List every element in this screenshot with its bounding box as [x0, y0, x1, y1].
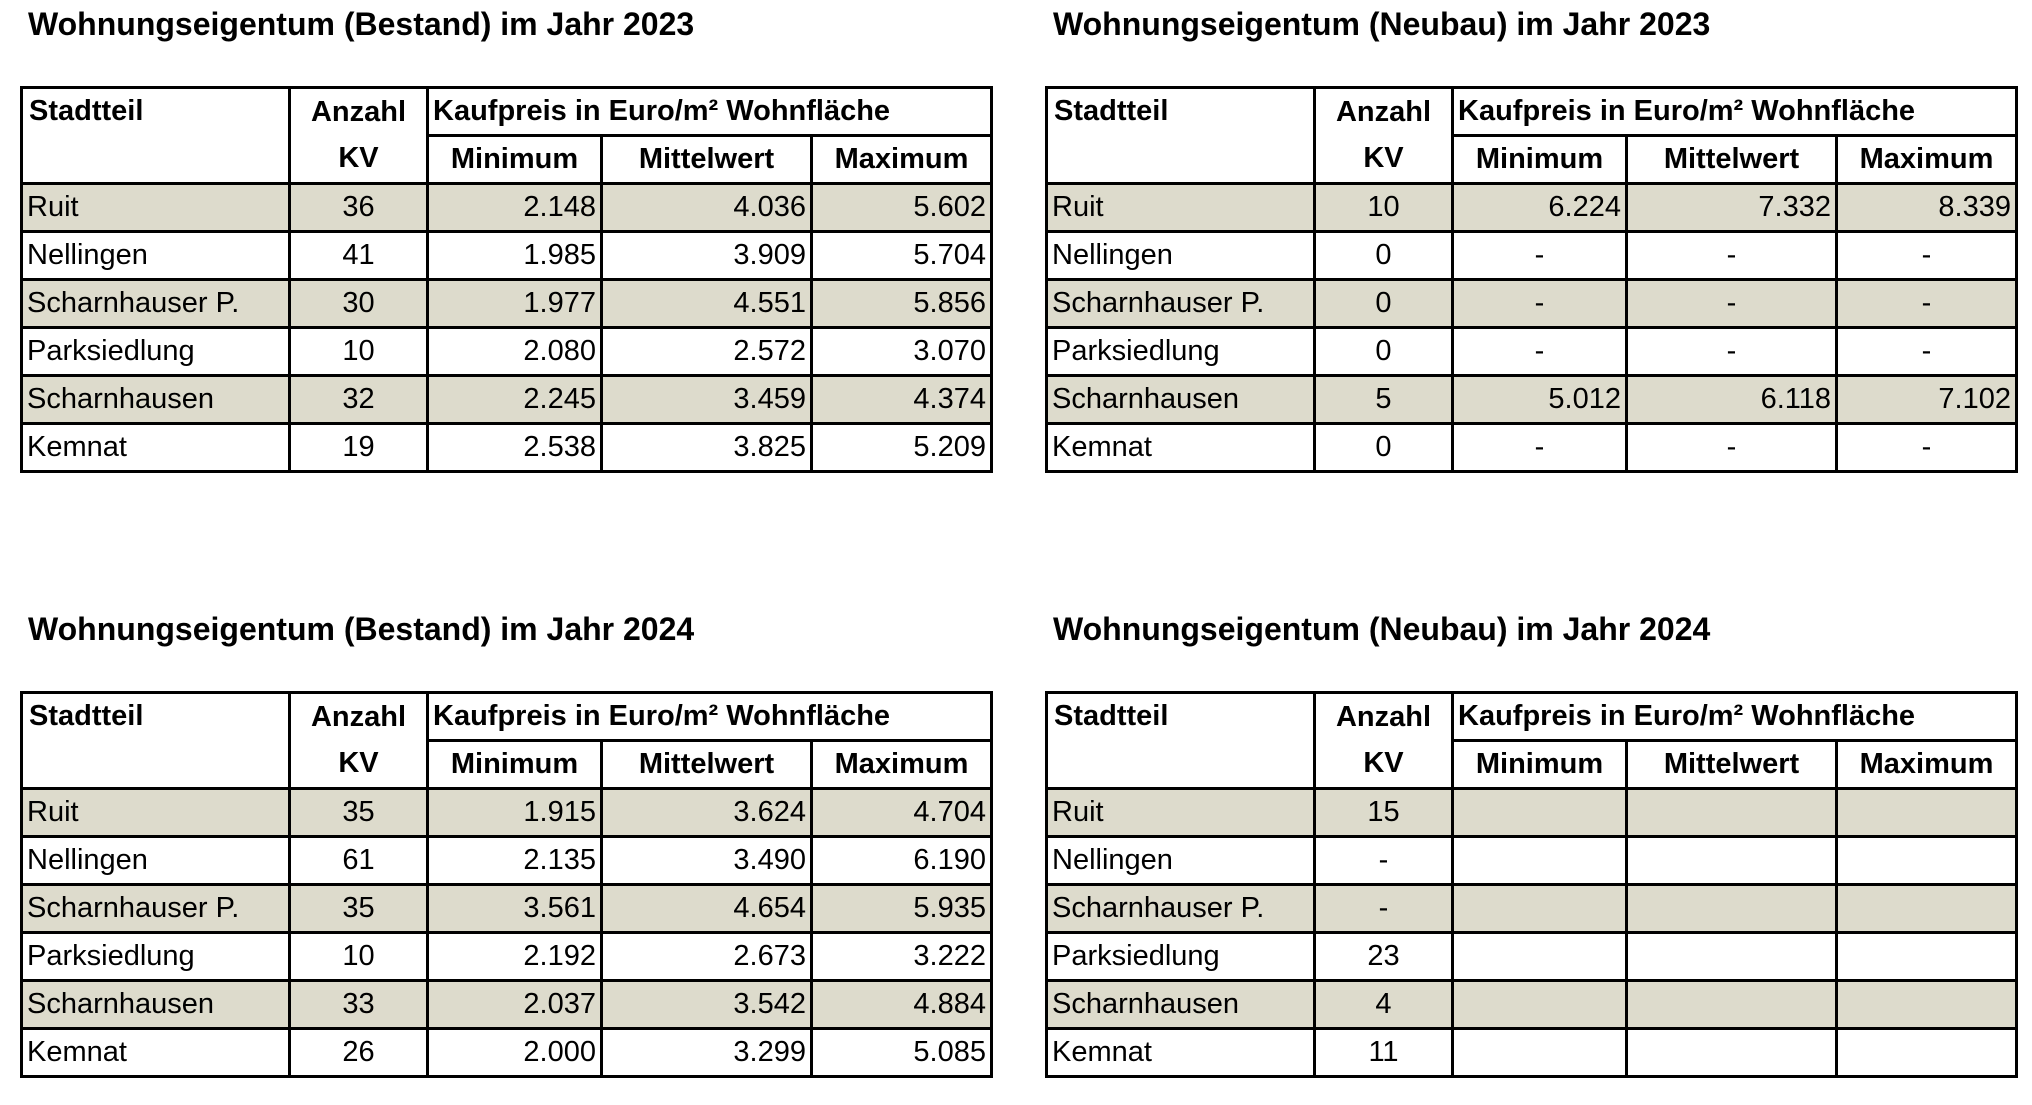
- cell-maximum: 5.209: [812, 424, 992, 472]
- table-row: [1047, 981, 2017, 1029]
- cell-district: Scharnhauser P.: [1047, 885, 1315, 933]
- table-title: Wohnungseigentum (Neubau) im Jahr 2023: [1053, 6, 1711, 42]
- cell-district: Ruit: [22, 184, 290, 232]
- cell-maximum: 5.704: [812, 232, 992, 280]
- header-price-group: Kaufpreis in Euro/m² Wohnfläche: [428, 693, 992, 741]
- cell-count: 35: [290, 789, 428, 837]
- table-row: [1047, 328, 2017, 376]
- cell-count: 10: [1315, 184, 1453, 232]
- header-maximum: Maximum: [1837, 136, 2017, 184]
- table-row: [1047, 184, 2017, 232]
- cell-count: 35: [290, 885, 428, 933]
- header-mean: Mittelwert: [602, 136, 812, 184]
- cell-district: Nellingen: [22, 232, 290, 280]
- cell-district: Scharnhauser P.: [22, 885, 290, 933]
- cell-maximum: 4.884: [812, 981, 992, 1029]
- cell-mean: [1627, 789, 1837, 837]
- table-row: [1047, 1029, 2017, 1077]
- cell-district: Ruit: [1047, 789, 1315, 837]
- cell-maximum: [1837, 885, 2017, 933]
- cell-count: 36: [290, 184, 428, 232]
- cell-mean: [1627, 933, 1837, 981]
- cell-district: Kemnat: [1047, 1029, 1315, 1077]
- cell-district: Nellingen: [22, 837, 290, 885]
- cell-mean: [1627, 837, 1837, 885]
- header-count-line1: Anzahl: [1315, 693, 1453, 741]
- cell-maximum: 4.374: [812, 376, 992, 424]
- price-table: [1045, 691, 2018, 1078]
- cell-mean: -: [1627, 280, 1837, 328]
- cell-maximum: 8.339: [1837, 184, 2017, 232]
- header-row-1: [1047, 88, 2017, 136]
- cell-mean: 3.542: [602, 981, 812, 1029]
- cell-maximum: 3.070: [812, 328, 992, 376]
- cell-minimum: -: [1453, 424, 1627, 472]
- header-price-group: Kaufpreis in Euro/m² Wohnfläche: [1453, 693, 2017, 741]
- cell-count: 30: [290, 280, 428, 328]
- header-price-group: Kaufpreis in Euro/m² Wohnfläche: [428, 88, 992, 136]
- header-maximum: Maximum: [1837, 741, 2017, 789]
- cell-count: 26: [290, 1029, 428, 1077]
- table-row: [22, 933, 992, 981]
- cell-count: 41: [290, 232, 428, 280]
- cell-minimum: 2.080: [428, 328, 602, 376]
- cell-count: 0: [1315, 424, 1453, 472]
- table-row: [1047, 789, 2017, 837]
- cell-minimum: 2.538: [428, 424, 602, 472]
- header-count-line1: Anzahl: [290, 693, 428, 741]
- cell-mean: 6.118: [1627, 376, 1837, 424]
- cell-district: Ruit: [22, 789, 290, 837]
- cell-mean: [1627, 1029, 1837, 1077]
- cell-count: 15: [1315, 789, 1453, 837]
- header-price-group: Kaufpreis in Euro/m² Wohnfläche: [1453, 88, 2017, 136]
- cell-minimum: 3.561: [428, 885, 602, 933]
- cell-minimum: -: [1453, 232, 1627, 280]
- header-count-line2: KV: [1315, 741, 1453, 789]
- cell-district: Kemnat: [22, 424, 290, 472]
- header-mean: Mittelwert: [1627, 136, 1837, 184]
- header-minimum: Minimum: [1453, 741, 1627, 789]
- cell-maximum: 5.602: [812, 184, 992, 232]
- header-count-line1: Anzahl: [290, 88, 428, 136]
- table-row: [22, 184, 992, 232]
- header-count-line2: KV: [1315, 136, 1453, 184]
- cell-mean: 2.572: [602, 328, 812, 376]
- cell-maximum: [1837, 789, 2017, 837]
- cell-district: Scharnhausen: [1047, 376, 1315, 424]
- header-maximum: Maximum: [812, 136, 992, 184]
- cell-minimum: [1453, 933, 1627, 981]
- cell-maximum: -: [1837, 232, 2017, 280]
- cell-maximum: -: [1837, 424, 2017, 472]
- header-mean: Mittelwert: [602, 741, 812, 789]
- cell-minimum: 1.977: [428, 280, 602, 328]
- cell-minimum: 5.012: [1453, 376, 1627, 424]
- cell-district: Kemnat: [22, 1029, 290, 1077]
- cell-mean: -: [1627, 328, 1837, 376]
- cell-minimum: 1.985: [428, 232, 602, 280]
- cell-district: Ruit: [1047, 184, 1315, 232]
- cell-district: Scharnhauser P.: [22, 280, 290, 328]
- cell-minimum: [1453, 837, 1627, 885]
- cell-maximum: [1837, 933, 2017, 981]
- cell-count: 0: [1315, 232, 1453, 280]
- table-title: Wohnungseigentum (Bestand) im Jahr 2024: [28, 611, 695, 647]
- header-minimum: Minimum: [1453, 136, 1627, 184]
- header-count-line2: KV: [290, 741, 428, 789]
- header-mean: Mittelwert: [1627, 741, 1837, 789]
- table-row: [1047, 885, 2017, 933]
- cell-mean: 4.551: [602, 280, 812, 328]
- cell-mean: [1627, 981, 1837, 1029]
- cell-maximum: [1837, 837, 2017, 885]
- header-district: Stadtteil: [22, 88, 290, 184]
- cell-minimum: [1453, 885, 1627, 933]
- table-row: [22, 424, 992, 472]
- cell-count: 32: [290, 376, 428, 424]
- header-count-line2: KV: [290, 136, 428, 184]
- cell-minimum: 2.192: [428, 933, 602, 981]
- cell-count: 5: [1315, 376, 1453, 424]
- table-row: [22, 1029, 992, 1077]
- cell-maximum: 5.856: [812, 280, 992, 328]
- cell-maximum: 3.222: [812, 933, 992, 981]
- cell-minimum: 2.148: [428, 184, 602, 232]
- cell-district: Scharnhausen: [1047, 981, 1315, 1029]
- cell-count: 19: [290, 424, 428, 472]
- table-row: [1047, 837, 2017, 885]
- cell-count: 33: [290, 981, 428, 1029]
- cell-count: 4: [1315, 981, 1453, 1029]
- header-row-1: [22, 693, 992, 741]
- cell-count: 10: [290, 328, 428, 376]
- table-row: [22, 376, 992, 424]
- cell-mean: 3.624: [602, 789, 812, 837]
- cell-minimum: 2.245: [428, 376, 602, 424]
- table-row: [22, 232, 992, 280]
- cell-mean: 4.654: [602, 885, 812, 933]
- table-row: [1047, 232, 2017, 280]
- cell-mean: 7.332: [1627, 184, 1837, 232]
- table-row: [1047, 376, 2017, 424]
- cell-mean: 2.673: [602, 933, 812, 981]
- cell-count: 10: [290, 933, 428, 981]
- cell-minimum: -: [1453, 280, 1627, 328]
- cell-mean: 3.459: [602, 376, 812, 424]
- cell-maximum: -: [1837, 328, 2017, 376]
- price-table: [20, 86, 993, 473]
- cell-maximum: 6.190: [812, 837, 992, 885]
- cell-maximum: [1837, 1029, 2017, 1077]
- table-title: Wohnungseigentum (Bestand) im Jahr 2023: [28, 6, 695, 42]
- cell-minimum: -: [1453, 328, 1627, 376]
- header-district: Stadtteil: [22, 693, 290, 789]
- cell-district: Kemnat: [1047, 424, 1315, 472]
- cell-count: 0: [1315, 280, 1453, 328]
- cell-minimum: 1.915: [428, 789, 602, 837]
- price-table: [1045, 86, 2018, 473]
- cell-district: Parksiedlung: [1047, 328, 1315, 376]
- cell-mean: -: [1627, 232, 1837, 280]
- cell-district: Parksiedlung: [22, 328, 290, 376]
- cell-maximum: 4.704: [812, 789, 992, 837]
- cell-minimum: 2.000: [428, 1029, 602, 1077]
- header-district: Stadtteil: [1047, 88, 1315, 184]
- cell-district: Scharnhauser P.: [1047, 280, 1315, 328]
- cell-count: 23: [1315, 933, 1453, 981]
- cell-minimum: 2.135: [428, 837, 602, 885]
- cell-count: 0: [1315, 328, 1453, 376]
- cell-maximum: 5.935: [812, 885, 992, 933]
- table-row: [1047, 280, 2017, 328]
- cell-mean: 3.299: [602, 1029, 812, 1077]
- cell-minimum: [1453, 789, 1627, 837]
- table-row: [22, 837, 992, 885]
- table-row: [22, 328, 992, 376]
- cell-maximum: 5.085: [812, 1029, 992, 1077]
- cell-count: -: [1315, 837, 1453, 885]
- table-row: [22, 981, 992, 1029]
- cell-district: Parksiedlung: [22, 933, 290, 981]
- table-row: [22, 885, 992, 933]
- cell-count: 61: [290, 837, 428, 885]
- table-title: Wohnungseigentum (Neubau) im Jahr 2024: [1053, 611, 1711, 647]
- table-row: [22, 280, 992, 328]
- header-minimum: Minimum: [428, 741, 602, 789]
- cell-district: Nellingen: [1047, 837, 1315, 885]
- table-row: [1047, 424, 2017, 472]
- cell-district: Scharnhausen: [22, 376, 290, 424]
- cell-maximum: -: [1837, 280, 2017, 328]
- cell-minimum: [1453, 1029, 1627, 1077]
- cell-minimum: 6.224: [1453, 184, 1627, 232]
- table-row: [22, 789, 992, 837]
- cell-district: Scharnhausen: [22, 981, 290, 1029]
- cell-maximum: [1837, 981, 2017, 1029]
- cell-mean: 4.036: [602, 184, 812, 232]
- cell-mean: 3.825: [602, 424, 812, 472]
- header-count-line1: Anzahl: [1315, 88, 1453, 136]
- cell-district: Parksiedlung: [1047, 933, 1315, 981]
- price-table: [20, 691, 993, 1078]
- table-row: [1047, 933, 2017, 981]
- cell-mean: 3.490: [602, 837, 812, 885]
- header-row-1: [22, 88, 992, 136]
- cell-count: -: [1315, 885, 1453, 933]
- cell-minimum: 2.037: [428, 981, 602, 1029]
- header-district: Stadtteil: [1047, 693, 1315, 789]
- header-row-1: [1047, 693, 2017, 741]
- cell-minimum: [1453, 981, 1627, 1029]
- cell-count: 11: [1315, 1029, 1453, 1077]
- cell-mean: [1627, 885, 1837, 933]
- cell-mean: -: [1627, 424, 1837, 472]
- cell-district: Nellingen: [1047, 232, 1315, 280]
- header-minimum: Minimum: [428, 136, 602, 184]
- cell-mean: 3.909: [602, 232, 812, 280]
- header-maximum: Maximum: [812, 741, 992, 789]
- cell-maximum: 7.102: [1837, 376, 2017, 424]
